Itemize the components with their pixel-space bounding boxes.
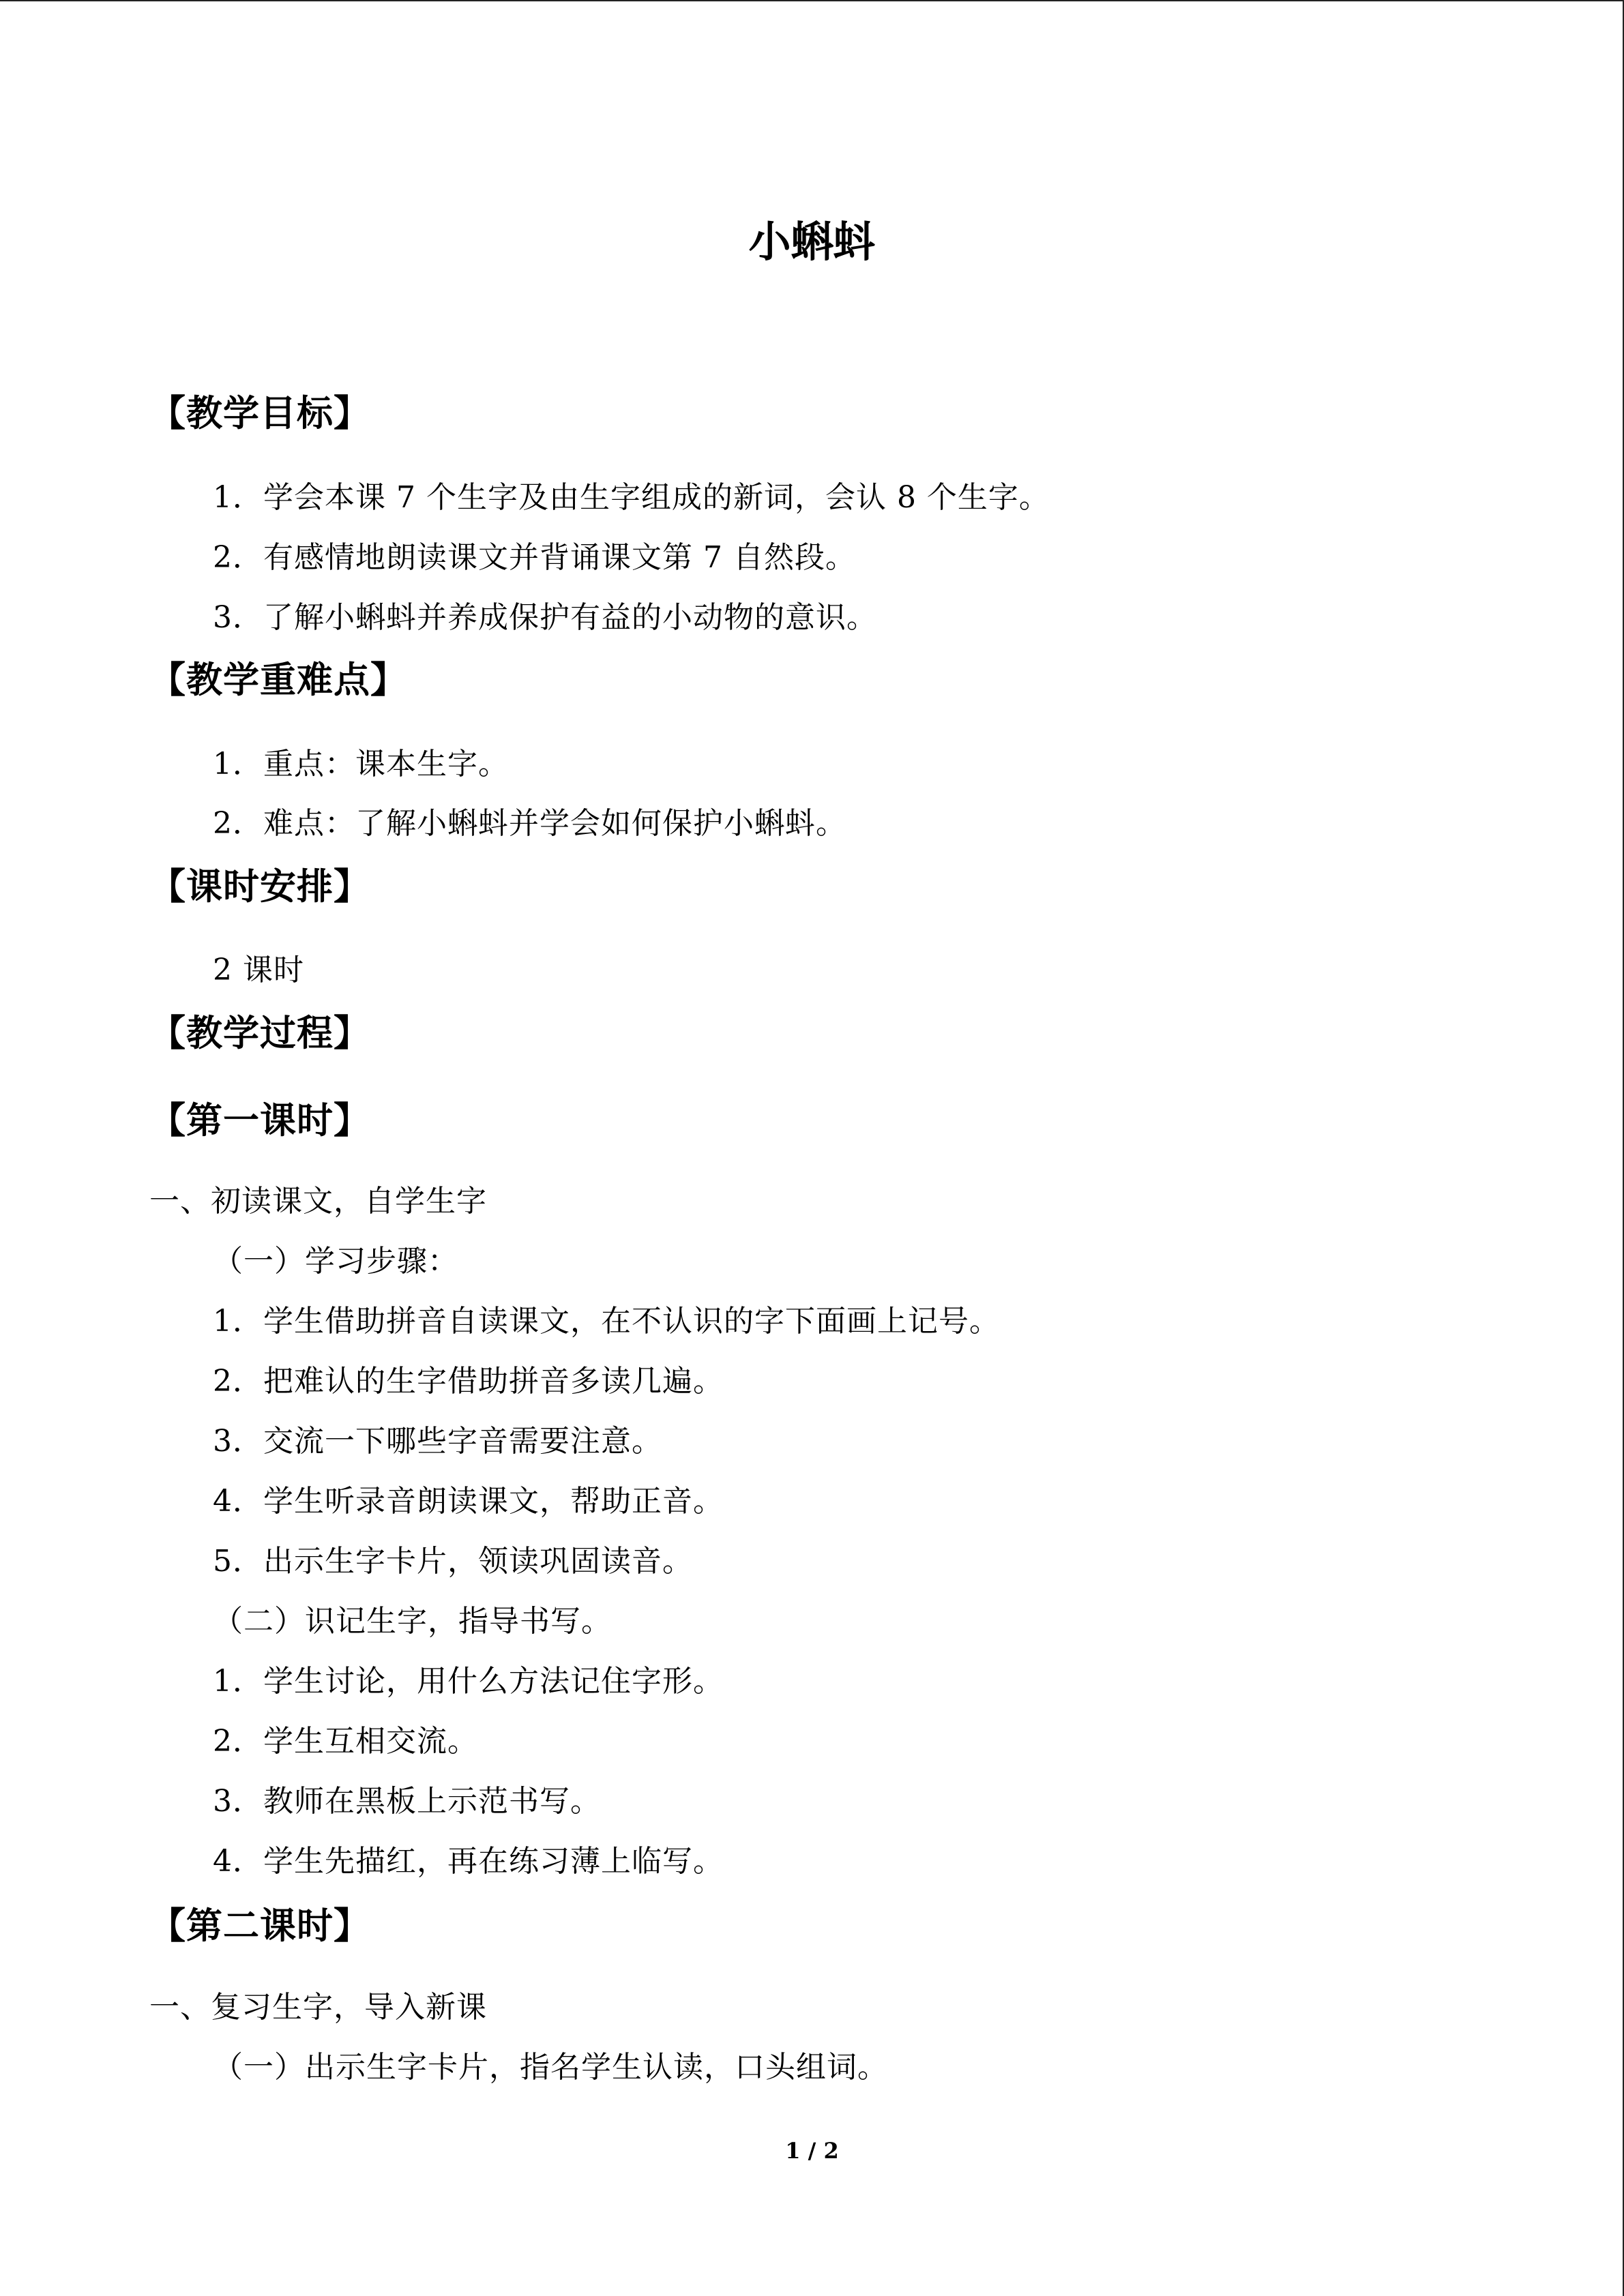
section-heading-lesson-two: 【第二课时】	[149, 1905, 370, 1947]
list-item: 2．学生互相交流。	[213, 1724, 478, 1759]
list-item: （二）识记生字，指导书写。	[213, 1604, 612, 1639]
list-item: 4．学生听录音朗读课文，帮助正音。	[213, 1484, 724, 1519]
list-item: 3．了解小蝌蚪并养成保护有益的小动物的意识。	[213, 600, 877, 635]
list-item: 1．学会本课 7 个生字及由生字组成的新词，会认 8 个生字。	[213, 480, 1050, 515]
page-number: 1 / 2	[785, 2138, 839, 2164]
list-item: （一）出示生字卡片，指名学生认读，口头组词。	[213, 2050, 888, 2085]
section-heading-lesson-one: 【第一课时】	[149, 1099, 370, 1142]
section-heading-teaching-goals: 【教学目标】	[149, 392, 370, 434]
list-item: 1．学生讨论，用什么方法记住字形。	[213, 1664, 724, 1699]
section-heading-key-points: 【教学重难点】	[149, 659, 407, 701]
list-item: 2．难点：了解小蝌蚪并学会如何保护小蝌蚪。	[213, 806, 846, 841]
list-item: 4．学生先描红，再在练习薄上临写。	[213, 1844, 724, 1879]
list-item: 1．重点：课本生字。	[213, 747, 509, 781]
list-item: 2 课时	[213, 953, 304, 987]
document-title: 小蝌蚪	[748, 217, 876, 267]
list-item: 3．交流一下哪些字音需要注意。	[213, 1424, 662, 1459]
list-item: 2．把难认的生字借助拼音多读几遍。	[213, 1364, 724, 1399]
list-item: 5．出示生字卡片，领读巩固读音。	[213, 1544, 693, 1579]
list-item: 2．有感情地朗读课文并背诵课文第 7 自然段。	[213, 540, 856, 575]
list-item: （一）学习步骤：	[213, 1244, 458, 1279]
list-item: 3．教师在黑板上示范书写。	[213, 1784, 601, 1819]
section-heading-schedule: 【课时安排】	[149, 865, 370, 908]
list-item: 一、复习生字，导入新课	[149, 1990, 487, 2025]
list-item: 1．学生借助拼音自读课文，在不认识的字下面画上记号。	[213, 1304, 1000, 1339]
list-item: 一、初读课文，自学生字	[149, 1184, 487, 1219]
section-heading-process: 【教学过程】	[149, 1012, 370, 1054]
